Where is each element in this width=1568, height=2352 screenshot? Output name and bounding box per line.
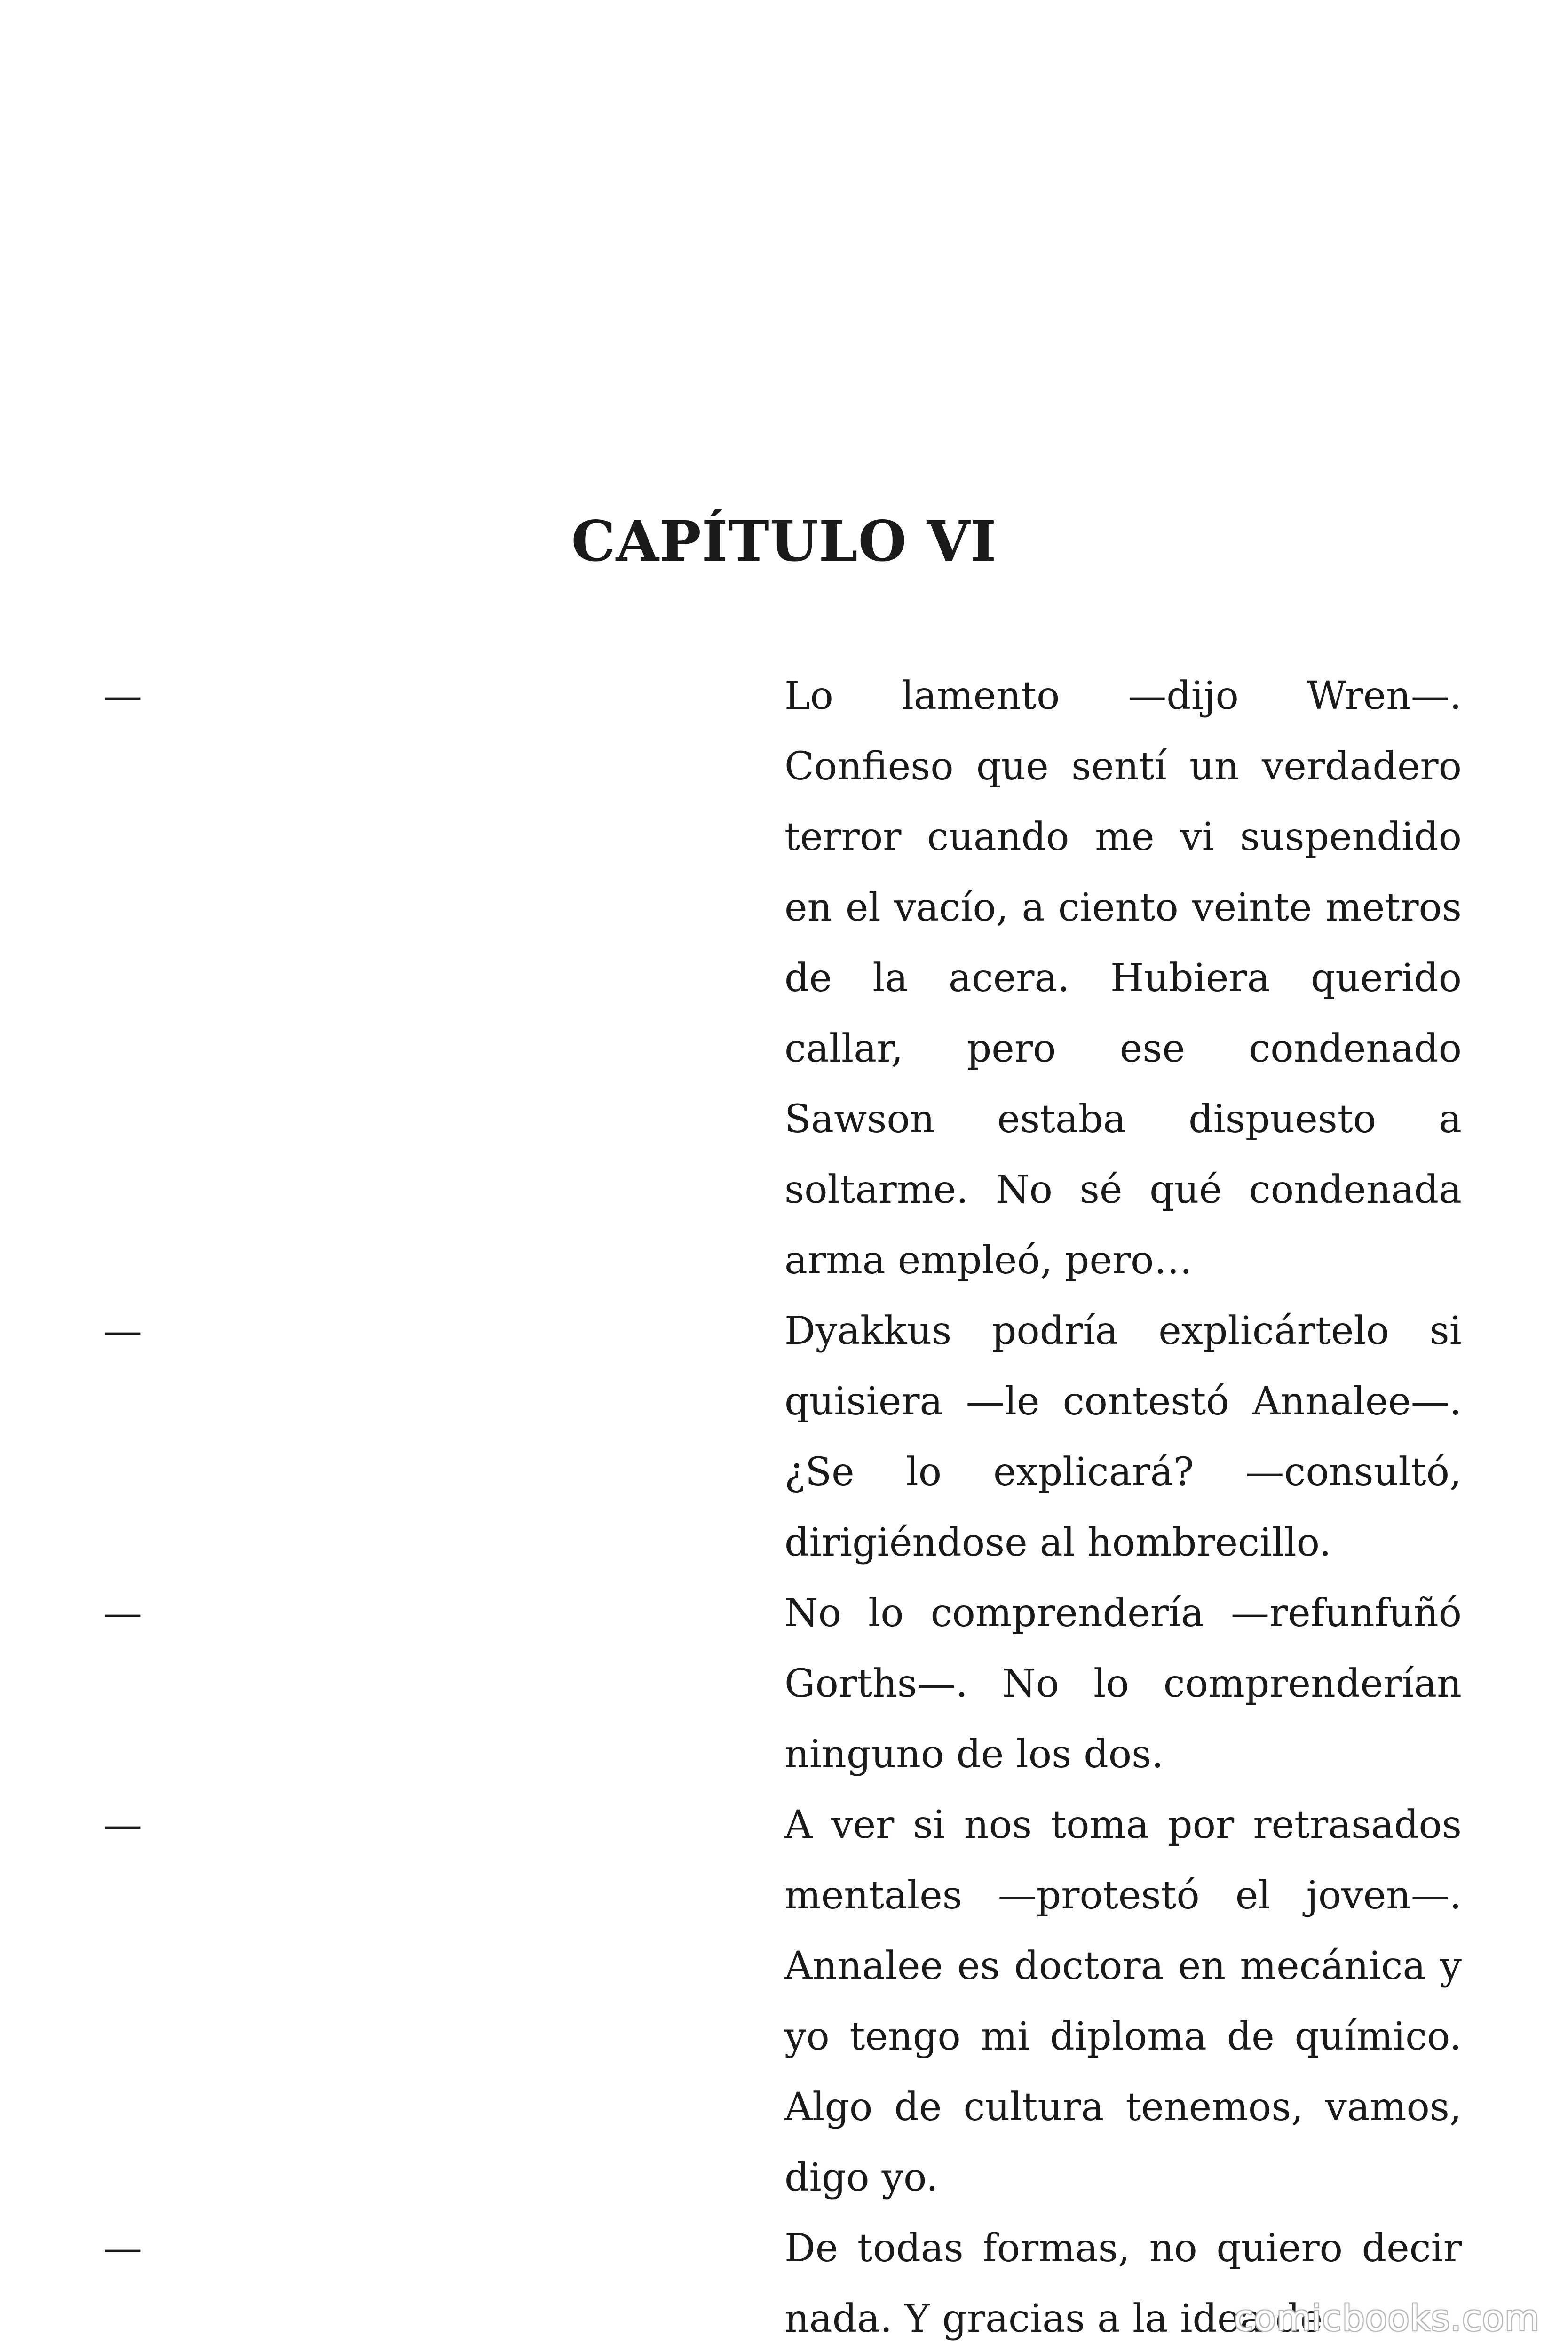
dialogue-paragraph bbox=[0, 1296, 1568, 1578]
dialogue-body bbox=[0, 661, 1568, 2352]
dialogue-dash: — bbox=[103, 1591, 142, 1636]
dialogue-dash: — bbox=[103, 1309, 142, 1353]
dialogue-paragraph bbox=[0, 1578, 1568, 1790]
dialogue-paragraph bbox=[0, 661, 1568, 1296]
dialogue-text: Dyakkus podría explicártelo si quisiera —le contestó Annalee—. ¿Se lo explicará? —consultó, dirigiéndose al hombrecillo. bbox=[784, 1309, 1462, 1565]
dialogue-dash: — bbox=[103, 2226, 142, 2271]
dialogue-dash: — bbox=[103, 674, 142, 718]
dialogue-text: No lo comprendería —refunfuñó Gorths—. No lo comprenderían ninguno de los dos. bbox=[784, 1591, 1462, 1777]
dialogue-text: De todas formas, no quiero decir nada. Y gracias a la idea de bbox=[784, 2226, 1462, 2341]
chapter-title: CAPÍTULO VI bbox=[571, 509, 997, 574]
watermark: comicbooks.com bbox=[1234, 2297, 1540, 2339]
dialogue-dash: — bbox=[103, 1803, 142, 1847]
dialogue-text: Lo lamento —dijo Wren—. Confieso que sentí un verdadero terror cuando me vi suspendido en el vacío, a ciento veinte metros de la acera. Hubiera querido callar, pero ese condenado Sawson estaba dispuesto a soltarme. No sé qué condenada arma empleó, pero… bbox=[784, 674, 1462, 1283]
dialogue-paragraph bbox=[0, 1790, 1568, 2213]
dialogue-text: A ver si nos toma por retrasados mentales —protestó el joven—. Annalee es doctora en mecánica y yo tengo mi diploma de químico. Algo de cultura tenemos, vamos, digo yo. bbox=[784, 1803, 1462, 2200]
